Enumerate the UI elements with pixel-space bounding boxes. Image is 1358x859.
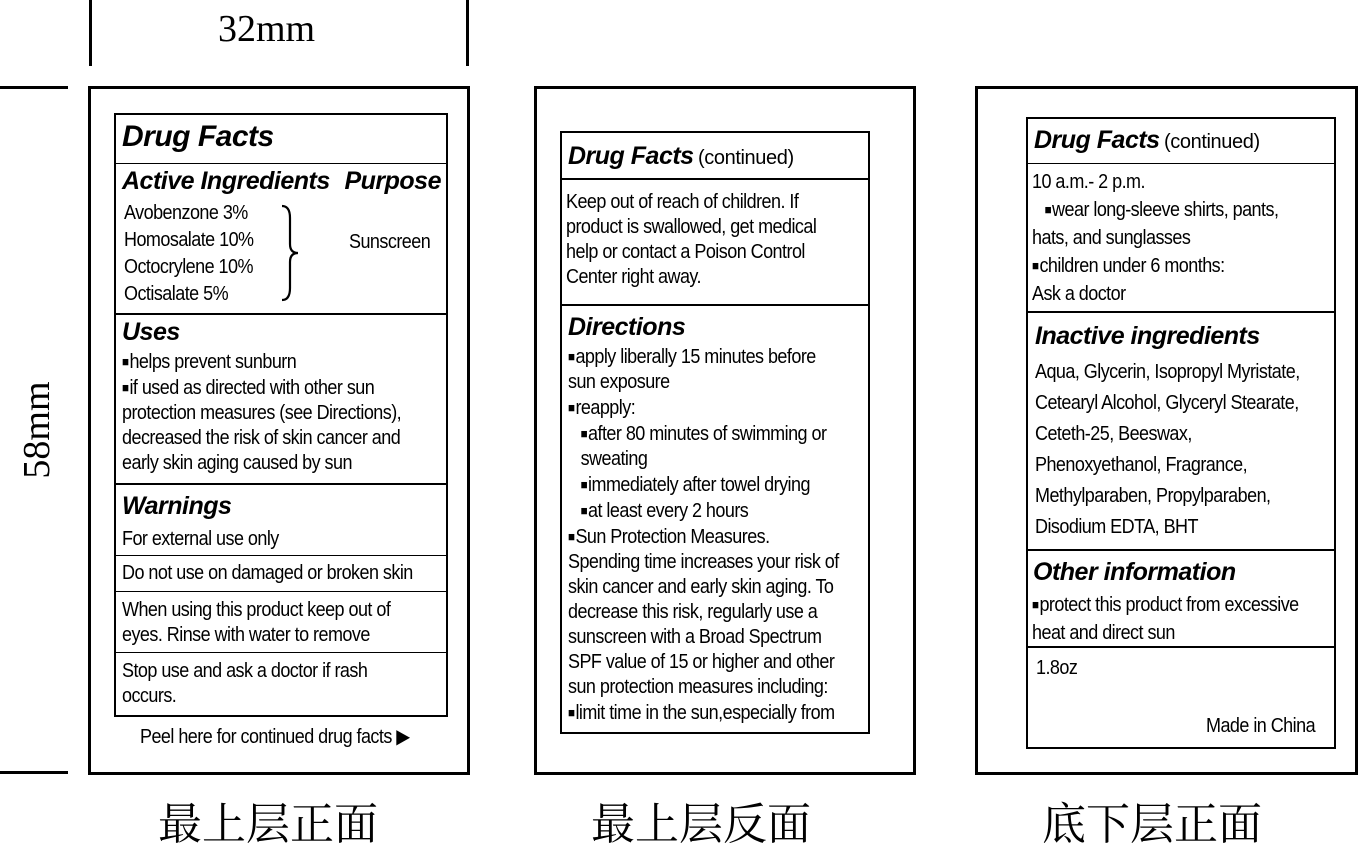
inactive-line: Methylparaben, Propylparaben, bbox=[1035, 485, 1271, 507]
inactive-line: Cetearyl Alcohol, Glyceryl Stearate, bbox=[1035, 392, 1299, 414]
inactive-line: Phenoxyethanol, Fragrance, bbox=[1035, 454, 1248, 476]
keep-out-line: help or contact a Poison Control bbox=[566, 241, 805, 263]
directions-section bbox=[562, 304, 868, 732]
warning-eyes-section bbox=[116, 591, 446, 652]
inactive-line: Ceteth-25, Beeswax, bbox=[1035, 423, 1192, 445]
directions-continued-line: ■ children under 6 months: bbox=[1032, 252, 1278, 280]
warning-eyes-line: eyes. Rinse with water to remove bbox=[122, 624, 370, 646]
warnings-title: Warnings bbox=[122, 492, 232, 520]
warning-damaged-skin-section bbox=[116, 555, 446, 591]
ingredient-item: Octocrylene 10% bbox=[124, 256, 253, 278]
width-mark-right-tick bbox=[466, 0, 469, 66]
directions-line: Spending time increases your risk of bbox=[568, 551, 839, 573]
directions-line: ■ after 80 minutes of swimming or bbox=[568, 421, 839, 447]
keep-out-line: product is swallowed, get medical bbox=[566, 216, 817, 238]
keep-out-line: Center right away. bbox=[566, 266, 702, 288]
warning-eyes-line: When using this product keep out of bbox=[122, 599, 391, 621]
ingredient-item: Octisalate 5% bbox=[124, 283, 229, 305]
inactive-ingredients-title: Inactive ingredients bbox=[1035, 322, 1260, 350]
keep-out-section bbox=[562, 178, 868, 304]
keep-out-text bbox=[566, 190, 816, 290]
net-weight-section bbox=[1028, 646, 1334, 747]
caption-top-layer-front: 最上层正面 bbox=[158, 799, 378, 850]
uses-text bbox=[122, 349, 401, 476]
ingredient-item: Avobenzone 3% bbox=[124, 202, 248, 224]
directions-line: ■ at least every 2 hours bbox=[568, 498, 839, 524]
uses-line: early skin aging caused by sun bbox=[122, 452, 352, 474]
directions-line: ■ reapply: bbox=[568, 395, 839, 421]
directions-continued-line: 10 a.m.- 2 p.m. bbox=[1032, 171, 1145, 193]
drug-facts-title: Drug Facts bbox=[122, 120, 274, 153]
directions-line: skin cancer and early skin aging. To bbox=[568, 576, 834, 598]
active-ingredients-section bbox=[116, 163, 446, 313]
directions-line: decrease this risk, regularly use a bbox=[568, 601, 818, 623]
uses-line: decreased the risk of skin cancer and bbox=[122, 427, 401, 449]
directions-line: SPF value of 15 or higher and other bbox=[568, 651, 835, 673]
directions-continued-line: hats, and sunglasses bbox=[1032, 227, 1191, 249]
label-panel-top-back bbox=[534, 86, 916, 775]
warning-damaged-skin: Do not use on damaged or broken skin bbox=[122, 562, 413, 584]
right-brace-icon bbox=[280, 204, 302, 302]
width-dimension-label: 32mm bbox=[218, 8, 316, 50]
directions-line: ■ Sun Protection Measures. bbox=[568, 524, 839, 550]
caption-bottom-layer-front: 底下层正面 bbox=[1042, 799, 1262, 850]
warning-eyes-text bbox=[122, 598, 390, 648]
inactive-ingredients-section bbox=[1028, 311, 1334, 549]
ingredient-item: Homosalate 10% bbox=[124, 229, 254, 251]
continued-label: (continued) bbox=[698, 147, 794, 169]
directions-line: sweating bbox=[580, 448, 648, 470]
uses-line: ■ helps prevent sunburn bbox=[122, 349, 401, 375]
inactive-line: Aqua, Glycerin, Isopropyl Myristate, bbox=[1035, 361, 1300, 383]
uses-line: ■ if used as directed with other sun bbox=[122, 375, 401, 401]
directions-line: ■ immediately after towel drying bbox=[568, 472, 839, 498]
drug-facts-header-text bbox=[568, 141, 794, 171]
label-panel-top-front bbox=[88, 86, 470, 775]
warning-stop-line: occurs. bbox=[122, 685, 177, 707]
directions-continued-line: Ask a doctor bbox=[1032, 283, 1126, 305]
limit-time-line: ■ limit time in the sun,especially from bbox=[568, 700, 835, 726]
warning-stop-use-section bbox=[116, 652, 446, 715]
directions-line: ■ apply liberally 15 minutes before bbox=[568, 344, 839, 370]
continued-label: (continued) bbox=[1164, 131, 1260, 153]
directions-line: sun exposure bbox=[568, 371, 670, 393]
drug-facts-continued-box bbox=[1026, 117, 1336, 749]
caption-top-layer-back: 最上层反面 bbox=[591, 799, 811, 850]
net-weight: 1.8oz bbox=[1036, 657, 1078, 679]
directions-title: Directions bbox=[568, 313, 686, 341]
directions-line: sunscreen with a Broad Spectrum bbox=[568, 626, 822, 648]
drug-facts-continued-box bbox=[560, 131, 870, 734]
width-mark-left-tick bbox=[89, 0, 92, 66]
purpose-value: Sunscreen bbox=[349, 231, 431, 253]
height-mark-top-tick bbox=[0, 86, 68, 89]
drug-facts-header bbox=[1028, 119, 1334, 163]
drug-facts-box bbox=[114, 113, 448, 717]
warning-stop-use-text bbox=[122, 659, 367, 709]
purpose-header: Purpose bbox=[344, 167, 441, 195]
ingredient-list bbox=[124, 200, 254, 308]
directions-continued-line: ■ wear long-sleeve shirts, pants, bbox=[1032, 196, 1278, 224]
warning-external-use: For external use only bbox=[122, 528, 279, 550]
label-panel-bottom-front bbox=[975, 86, 1358, 775]
other-information-line: ■ protect this product from excessive bbox=[1032, 591, 1299, 619]
uses-line: protection measures (see Directions), bbox=[122, 402, 402, 424]
inactive-ingredients-text bbox=[1035, 357, 1300, 543]
height-mark-bottom-tick bbox=[0, 771, 68, 774]
made-in-label: Made in China bbox=[1206, 715, 1316, 737]
drug-facts-title: Drug Facts bbox=[1034, 126, 1160, 154]
directions-continued-text bbox=[1032, 168, 1278, 308]
drug-facts-title: Drug Facts bbox=[568, 142, 694, 170]
other-information-section bbox=[1028, 549, 1334, 646]
active-ingredients-header: Active Ingredients bbox=[122, 167, 330, 195]
drug-facts-header bbox=[116, 115, 446, 163]
keep-out-line: Keep out of reach of children. If bbox=[566, 191, 799, 213]
uses-section bbox=[116, 313, 446, 483]
peel-here-instruction: Peel here for continued drug facts ▶ bbox=[140, 726, 410, 748]
warning-stop-line: Stop use and ask a doctor if rash bbox=[122, 660, 368, 682]
other-information-line: heat and direct sun bbox=[1032, 622, 1175, 644]
other-information-title: Other information bbox=[1033, 558, 1236, 586]
inactive-line: Disodium EDTA, BHT bbox=[1035, 516, 1198, 538]
drug-facts-header bbox=[562, 133, 868, 178]
directions-line: sun protection measures including: bbox=[568, 676, 828, 698]
directions-text bbox=[568, 344, 839, 700]
other-information-text bbox=[1032, 591, 1299, 647]
drug-facts-header-text bbox=[1034, 125, 1260, 155]
uses-title: Uses bbox=[122, 318, 180, 346]
height-dimension-label: 58mm bbox=[16, 381, 58, 479]
directions-continued-section bbox=[1028, 163, 1334, 311]
warnings-section bbox=[116, 483, 446, 555]
